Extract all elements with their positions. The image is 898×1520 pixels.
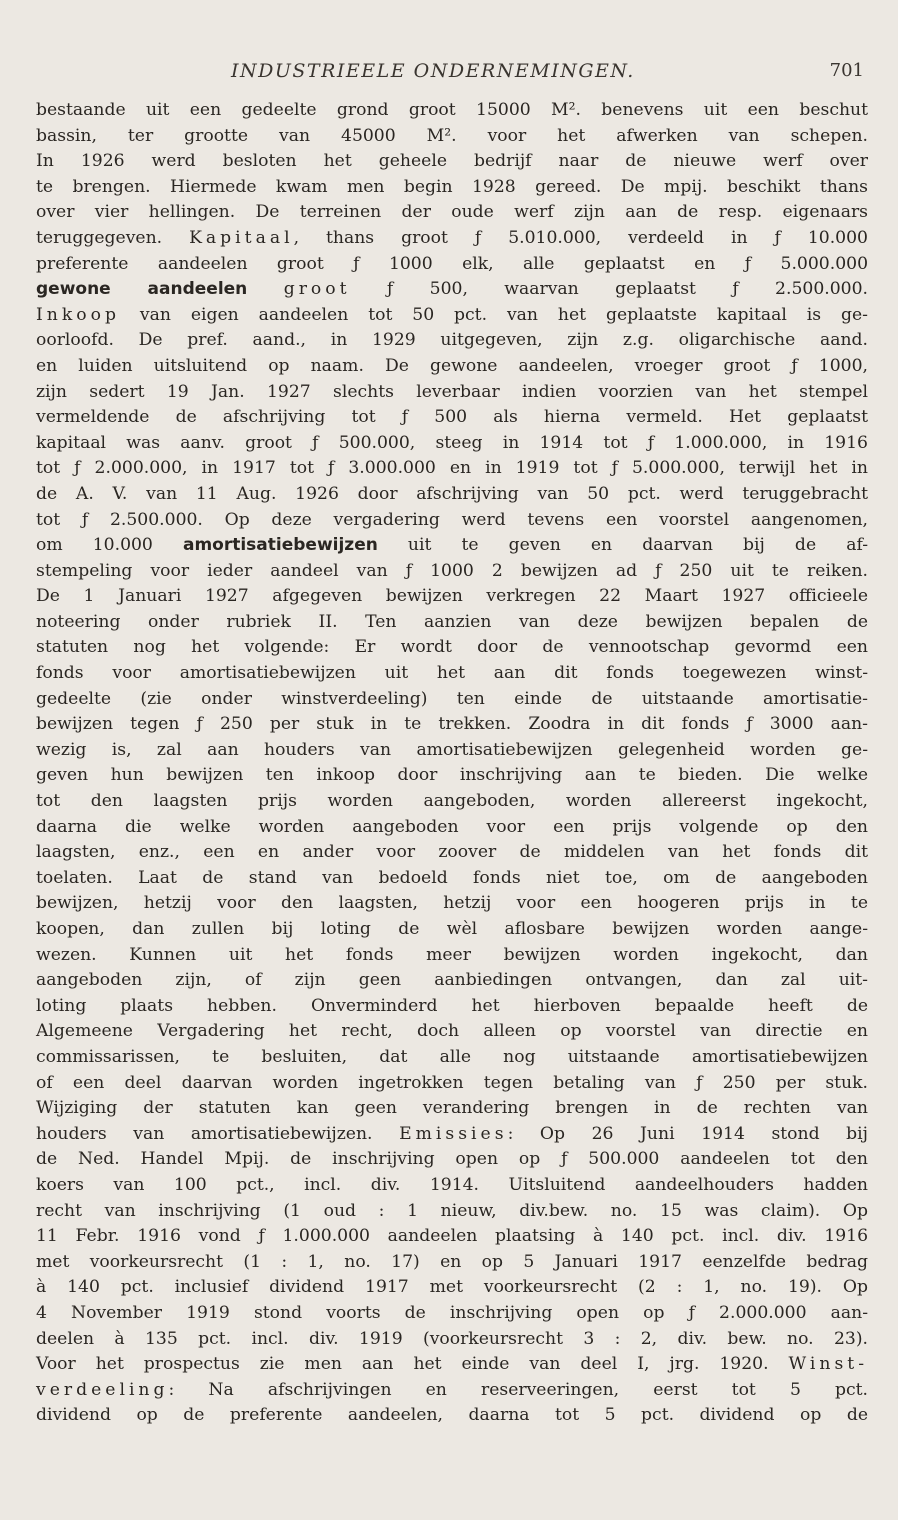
text-segment: De 1 Januari 1927 afgegeven bewijzen verkregen 22 Maart 1927 officieele <box>36 586 868 607</box>
text-line <box>36 252 868 278</box>
text-line <box>36 1378 868 1404</box>
text-segment: oorloofd. De pref. aand., in 1929 uitgegeven, zijn z.g. oligarchische aand. <box>36 330 868 351</box>
text-segment <box>247 279 283 299</box>
page-number: 701 <box>829 60 864 81</box>
text-line <box>36 1173 868 1199</box>
text-segment: uit te geven en daarvan bij de af- <box>377 535 869 556</box>
text-line <box>36 1224 868 1250</box>
text-line <box>36 354 868 380</box>
bold-term: amortisatiebewijzen <box>182 535 378 556</box>
text-segment: daarna die welke worden aangeboden voor een prijs volgende op den <box>36 816 868 837</box>
text-segment: tot ƒ 2.000.000, in 1917 tot ƒ 3.000.000 en in 1919 tot ƒ 5.000.000, terwijl het in <box>36 458 868 479</box>
text-line <box>36 149 868 175</box>
text-line <box>36 380 868 406</box>
text-line <box>36 1096 868 1122</box>
text-line <box>36 1352 868 1378</box>
text-line <box>36 687 868 713</box>
text-segment: 4 November 1919 stond voorts de inschrijving open op ƒ 2.000.000 aan- <box>36 1302 868 1323</box>
text-line <box>36 328 868 354</box>
text-line <box>36 431 868 457</box>
text-line <box>36 1019 868 1045</box>
text-line <box>36 943 868 969</box>
text-segment: de A. V. van 11 Aug. 1926 door afschrijving van 50 pct. werd teruggebracht <box>36 483 868 504</box>
text-line <box>36 226 868 252</box>
text-segment: commissarissen, te besluiten, dat alle nog uitstaande amortisatiebewijzen <box>36 1046 868 1067</box>
text-line <box>36 1301 868 1327</box>
text-line <box>36 1199 868 1225</box>
text-segment: kapitaal was aanv. groot ƒ 500.000, steeg in 1914 tot ƒ 1.000.000, in 1916 <box>36 432 868 453</box>
text-segment: of een deel daarvan worden ingetrokken tegen betaling van ƒ 250 per stuk. <box>36 1072 868 1093</box>
page-header <box>36 60 866 90</box>
text-segment: wezen. Kunnen uit het fonds meer bewijzen worden ingekocht, dan <box>36 944 868 965</box>
text-segment: statuten nog het volgende: Er wordt door de vennootschap gevormd een <box>36 637 868 658</box>
text-segment: aangeboden zijn, of zijn geen aanbiedingen ontvangen, dan zal uit- <box>36 970 868 991</box>
bold-term: gewone aandeelen <box>36 279 248 300</box>
text-segment: deelen à 135 pct. incl. div. 1919 (voorkeursrecht 3 : 2, div. bew. no. 23). <box>36 1328 868 1349</box>
text-segment: de Ned. Handel Mpij. de inschrijving open op ƒ 500.000 aandeelen tot den <box>36 1149 868 1170</box>
text-line <box>36 405 868 431</box>
text-segment: te brengen. Hiermede kwam men begin 1928 gereed. De mpij. beschikt thans <box>36 176 868 197</box>
spaced-term: Inkoop <box>36 304 120 325</box>
text-line <box>36 277 868 303</box>
text-segment: fonds voor amortisatiebewijzen uit het aan dit fonds toegewezen winst- <box>36 663 868 684</box>
text-segment: tot den laagsten prijs worden aangeboden, worden allereerst ingekocht, <box>36 791 868 812</box>
text-segment: bewijzen, hetzij voor den laagsten, hetzij voor een hoogeren prijs in te <box>36 893 868 914</box>
text-segment: In 1926 werd besloten het geheele bedrijf naar de nieuwe werf over <box>36 151 868 172</box>
text-line <box>36 1122 868 1148</box>
text-segment: houders van amortisatiebewijzen. <box>36 1123 400 1144</box>
text-segment: : Na afschrijvingen en reserveeringen, eerst tot 5 pct. <box>168 1379 868 1400</box>
spaced-term: Kapitaal <box>189 227 294 248</box>
text-segment: Voor het prospectus zie men aan het einde van deel I, jrg. 1920. <box>36 1354 789 1375</box>
text-line <box>36 635 868 661</box>
text-line <box>36 559 868 585</box>
text-line <box>36 815 868 841</box>
text-segment: laagsten, enz., een en ander voor zoover de middelen van het fonds dit <box>36 842 868 863</box>
spaced-term: groot <box>283 279 351 300</box>
text-segment: toelaten. Laat de stand van bedoeld fonds niet toe, om de aangeboden <box>36 867 868 888</box>
text-line <box>36 533 868 559</box>
text-line <box>36 917 868 943</box>
text-segment: bewijzen tegen ƒ 250 per stuk in te trekken. Zoodra in dit fonds ƒ 3000 aan- <box>36 714 868 735</box>
text-segment: ƒ 500, waarvan geplaatst ƒ 2.500.000. <box>350 279 868 300</box>
text-segment: teruggegeven. <box>36 227 190 248</box>
text-line <box>36 124 868 150</box>
body-text <box>36 98 868 1429</box>
text-line <box>36 98 868 124</box>
text-line <box>36 1250 868 1276</box>
text-line <box>36 891 868 917</box>
text-segment: à 140 pct. inclusief dividend 1917 met voorkeursrecht (2 : 1, no. 19). Op <box>36 1277 868 1298</box>
text-segment: recht van inschrijving (1 oud : 1 nieuw, div.bew. no. 15 was claim). Op <box>36 1200 868 1221</box>
text-segment: geven hun bewijzen ten inkoop door inschrijving aan te bieden. Die welke <box>36 765 868 786</box>
text-segment: 11 Febr. 1916 vond ƒ 1.000.000 aandeelen plaatsing à 140 pct. incl. div. 1916 <box>36 1226 868 1247</box>
text-segment: , thans groot ƒ 5.010.000, verdeeld in ƒ 10.000 <box>293 227 868 248</box>
text-line <box>36 1045 868 1071</box>
text-segment: preferente aandeelen groot ƒ 1000 elk, alle geplaatst en ƒ 5.000.000 <box>36 253 868 274</box>
text-segment: over vier hellingen. De terreinen der oude werf zijn aan de resp. eigenaars <box>36 202 868 223</box>
text-segment: om 10.000 <box>36 535 183 556</box>
text-line <box>36 584 868 610</box>
text-segment: vermeldende de afschrijving tot ƒ 500 als hierna vermeld. Het geplaatst <box>36 407 868 428</box>
text-line <box>36 840 868 866</box>
text-segment: wezig is, zal aan houders van amortisatiebewijzen gelegenheid worden ge- <box>36 739 868 760</box>
running-title: INDUSTRIEELE ONDERNEMINGEN. <box>231 60 635 82</box>
text-segment: dividend op de preferente aandeelen, daarna tot 5 pct. dividend op de <box>36 1405 868 1426</box>
text-line <box>36 712 868 738</box>
text-line <box>36 968 868 994</box>
text-segment: stempeling voor ieder aandeel van ƒ 1000 2 bewijzen ad ƒ 250 uit te reiken. <box>36 560 868 581</box>
text-segment: Wijziging der statuten kan geen verandering brengen in de rechten van <box>36 1098 868 1119</box>
text-segment: : Op 26 Juni 1914 stond bij <box>507 1123 868 1144</box>
text-segment: koers van 100 pct., incl. div. 1914. Uitsluitend aandeelhouders hadden <box>36 1174 868 1195</box>
text-segment: bassin, ter grootte van 45000 M². voor het afwerken van schepen. <box>36 125 868 146</box>
text-line <box>36 482 868 508</box>
text-line <box>36 456 868 482</box>
text-line <box>36 1147 868 1173</box>
text-line <box>36 200 868 226</box>
spaced-term: Emissies <box>399 1123 508 1144</box>
text-segment: loting plaats hebben. Onverminderd het hierboven bepaalde heeft de <box>36 995 868 1016</box>
text-segment: tot ƒ 2.500.000. Op deze vergadering werd tevens een voorstel aangenomen, <box>36 509 868 530</box>
text-line <box>36 994 868 1020</box>
text-line <box>36 789 868 815</box>
text-segment: met voorkeursrecht (1 : 1, no. 17) en op 5 Januari 1917 eenzelfde bedrag <box>36 1251 868 1272</box>
text-line <box>36 175 868 201</box>
text-line <box>36 508 868 534</box>
text-line <box>36 1403 868 1429</box>
text-segment: bestaande uit een gedeelte grond groot 15000 M². benevens uit een beschut <box>36 100 868 120</box>
text-line <box>36 1327 868 1353</box>
text-line <box>36 303 868 329</box>
text-line <box>36 738 868 764</box>
text-segment: van eigen aandeelen tot 50 pct. van het geplaatste kapitaal is ge- <box>119 304 868 325</box>
text-line <box>36 661 868 687</box>
text-segment: en luiden uitsluitend op naam. De gewone aandeelen, vroeger groot ƒ 1000, <box>36 355 868 376</box>
text-segment: noteering onder rubriek II. Ten aanzien van deze bewijzen bepalen de <box>36 611 868 632</box>
spaced-term: verdeeling <box>36 1379 169 1400</box>
spaced-term: Winst- <box>788 1354 868 1375</box>
text-segment: gedeelte (zie onder winstverdeeling) ten einde de uitstaande amortisatie- <box>36 688 868 709</box>
text-line <box>36 610 868 636</box>
text-segment: zijn sedert 19 Jan. 1927 slechts leverbaar indien voorzien van het stempel <box>36 381 868 402</box>
text-line <box>36 1071 868 1097</box>
text-line <box>36 1275 868 1301</box>
text-line <box>36 763 868 789</box>
text-line <box>36 866 868 892</box>
text-segment: koopen, dan zullen bij loting de wèl aflosbare bewijzen worden aange- <box>36 919 868 939</box>
text-segment: Algemeene Vergadering het recht, doch alleen op voorstel van directie en <box>36 1021 868 1042</box>
